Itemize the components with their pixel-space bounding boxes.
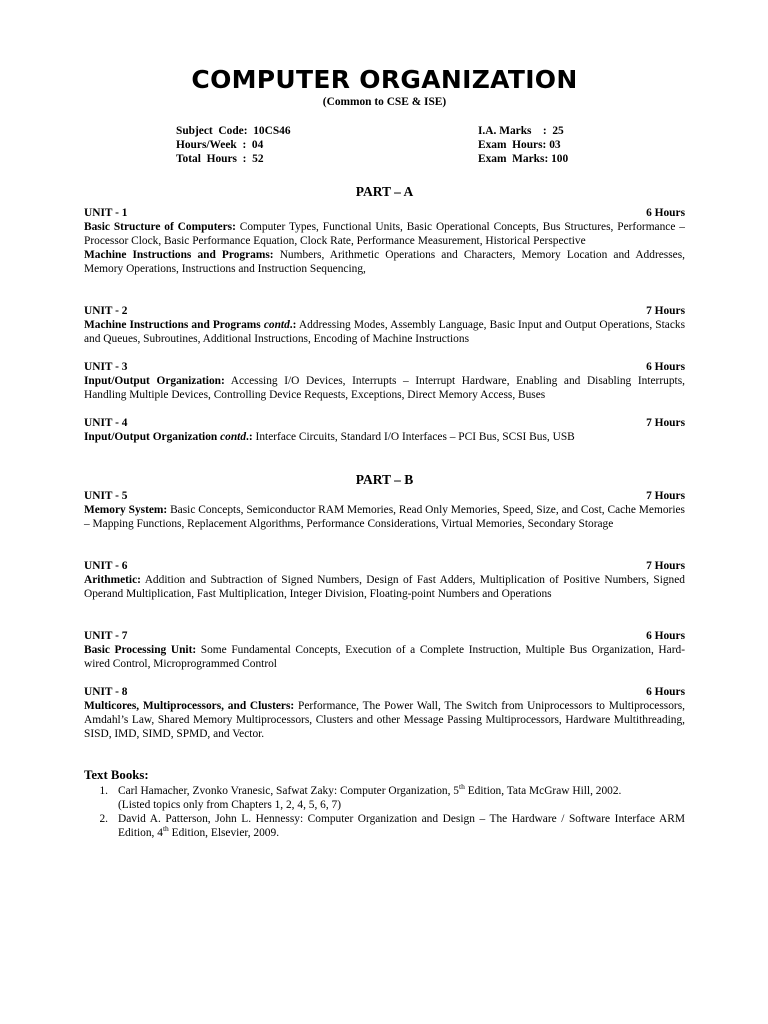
unit-7 bbox=[84, 629, 685, 671]
topic-heading: Machine Instructions and Programs: bbox=[84, 249, 274, 261]
text-book-item bbox=[84, 812, 685, 840]
text-books-heading: Text Books: bbox=[84, 768, 149, 782]
unit-body bbox=[84, 699, 685, 741]
topic-heading: Multicores, Multiprocessors, and Clusters: bbox=[84, 700, 295, 712]
topic-text: Interface Circuits, Standard I/O Interfaces – PCI Bus, SCSI Bus, USB bbox=[252, 431, 575, 443]
text-book-note: (Listed topics only from Chapters 1, 2, 4, 5, 6, 7) bbox=[118, 799, 342, 811]
unit-body bbox=[84, 430, 685, 444]
course-meta-left bbox=[176, 124, 291, 166]
unit-hours: 6 Hours bbox=[646, 630, 685, 642]
unit-header bbox=[84, 559, 685, 573]
exam-hours: Exam Hours: 03 bbox=[478, 139, 561, 151]
unit-body bbox=[84, 318, 685, 346]
topic-text: Numbers, Arithmetic Operations and Characters, Memory Location and Addresses, Memory Operations, Instructions and Instruction Sequencing, bbox=[84, 249, 685, 275]
topic-text: Addressing Modes, Assembly Language, Basic Input and Output Operations, Stacks and Queues, Subroutines, Additional Instructions, Encoding of Machine Instructions bbox=[84, 319, 686, 345]
unit-topic bbox=[84, 220, 685, 248]
unit-header bbox=[84, 629, 685, 643]
unit-topic bbox=[84, 318, 685, 346]
unit-header bbox=[84, 360, 685, 374]
unit-hours: 7 Hours bbox=[646, 560, 685, 572]
part-b-heading: PART – B bbox=[355, 472, 414, 487]
text-book-number: 2. bbox=[99, 813, 108, 825]
text-book-citation: Carl Hamacher, Zvonko Vranesic, Safwat Zaky: Computer Organization, 5th Edition, Tata McGraw Hill, 2002. (Listed topics only from Chapters 1, 2, 4, 5, 6, 7) bbox=[118, 784, 685, 812]
unit-topic bbox=[84, 643, 685, 671]
unit-label: UNIT - 8 bbox=[84, 686, 128, 698]
unit-topic bbox=[84, 503, 685, 531]
unit-topic bbox=[84, 699, 685, 741]
topic-heading: Arithmetic: bbox=[84, 574, 141, 586]
unit-header bbox=[84, 304, 685, 318]
unit-1 bbox=[84, 206, 685, 276]
unit-2 bbox=[84, 304, 685, 346]
unit-topic bbox=[84, 248, 685, 276]
unit-body bbox=[84, 573, 685, 601]
text-books-list bbox=[84, 784, 685, 840]
topic-heading: Basic Structure of Computers: bbox=[84, 221, 236, 233]
text-book-citation: David A. Patterson, John L. Hennessy: Computer Organization and Design – The Hardware / Software Interface ARM Edition, 4th Edition, Elsevier, 2009. bbox=[118, 813, 685, 839]
topic-heading: Machine Instructions and Programs contd.: bbox=[84, 319, 297, 331]
unit-header bbox=[84, 685, 685, 699]
subject-code: Subject Code: 10CS46 bbox=[176, 125, 291, 137]
page-subtitle: (Common to CSE & ISE) bbox=[322, 96, 447, 108]
unit-6 bbox=[84, 559, 685, 601]
unit-4 bbox=[84, 416, 685, 444]
unit-body bbox=[84, 643, 685, 671]
unit-label: UNIT - 7 bbox=[84, 630, 128, 642]
topic-heading: Input/Output Organization: bbox=[84, 375, 225, 387]
page-title: COMPUTER ORGANIZATION bbox=[191, 65, 578, 94]
topic-heading: Memory System: bbox=[84, 504, 168, 516]
unit-label: UNIT - 3 bbox=[84, 361, 128, 373]
unit-label: UNIT - 5 bbox=[84, 490, 128, 502]
unit-body bbox=[84, 503, 685, 531]
unit-hours: 6 Hours bbox=[646, 361, 685, 373]
text-book-number: 1. bbox=[99, 785, 108, 797]
total-hours: Total Hours : 52 bbox=[176, 153, 264, 165]
course-meta-right bbox=[478, 124, 568, 166]
topic-heading: Basic Processing Unit: bbox=[84, 644, 197, 656]
hours-per-week: Hours/Week : 04 bbox=[176, 139, 264, 151]
unit-header bbox=[84, 206, 685, 220]
unit-body bbox=[84, 220, 685, 276]
topic-text: Addition and Subtraction of Signed Numbers, Design of Fast Adders, Multiplication of Positive Numbers, Signed Operand Multiplication, Fast Multiplication, Integer Division, Floating-point Numbers and Operations bbox=[84, 574, 685, 600]
part-a-heading: PART – A bbox=[355, 184, 414, 199]
topic-text: Some Fundamental Concepts, Execution of a Complete Instruction, Multiple Bus Organization, Hard-wired Control, Microprogrammed Control bbox=[84, 644, 685, 670]
unit-hours: 7 Hours bbox=[646, 417, 685, 429]
topic-text: Basic Concepts, Semiconductor RAM Memories, Read Only Memories, Speed, Size, and Cost, Cache Memories – Mapping Functions, Replacement Algorithms, Performance Considerations, Virtual Memories, Secondary Storage bbox=[84, 504, 685, 530]
topic-text: Performance, The Power Wall, The Switch from Uniprocessors to Multiprocessors, Amdahl’s Law, Shared Memory Multiprocessors, Clusters and other Message Passing Multiprocessors, Hardware Multithreading, SISD, IMD, SIMD, SPMD, and Vector. bbox=[84, 700, 685, 740]
unit-topic bbox=[84, 430, 685, 444]
topic-text: Computer Types, Functional Units, Basic Operational Concepts, Bus Structures, Performance – Processor Clock, Basic Performance Equation, Clock Rate, Performance Measurement, Historical Perspective bbox=[84, 221, 685, 247]
exam-marks: Exam Marks: 100 bbox=[478, 153, 569, 165]
unit-header bbox=[84, 489, 685, 503]
unit-topic bbox=[84, 374, 685, 402]
unit-label: UNIT - 4 bbox=[84, 417, 128, 429]
unit-label: UNIT - 6 bbox=[84, 560, 128, 572]
unit-3 bbox=[84, 360, 685, 402]
unit-header bbox=[84, 416, 685, 430]
unit-8 bbox=[84, 685, 685, 741]
unit-label: UNIT - 2 bbox=[84, 305, 128, 317]
unit-label: UNIT - 1 bbox=[84, 207, 128, 219]
unit-hours: 6 Hours bbox=[646, 686, 685, 698]
unit-hours: 7 Hours bbox=[646, 490, 685, 502]
topic-text: Accessing I/O Devices, Interrupts – Interrupt Hardware, Enabling and Disabling Interrupts, Handling Multiple Devices, Controlling Device Requests, Exceptions, Direct Memory Access, Buses bbox=[84, 375, 685, 401]
unit-hours: 7 Hours bbox=[646, 305, 685, 317]
topic-heading: Input/Output Organization contd.: bbox=[84, 431, 253, 443]
ia-marks: I.A. Marks : 25 bbox=[478, 125, 564, 137]
text-book-item bbox=[84, 784, 685, 812]
unit-5 bbox=[84, 489, 685, 531]
unit-topic bbox=[84, 573, 685, 601]
unit-hours: 6 Hours bbox=[646, 207, 685, 219]
unit-body bbox=[84, 374, 685, 402]
